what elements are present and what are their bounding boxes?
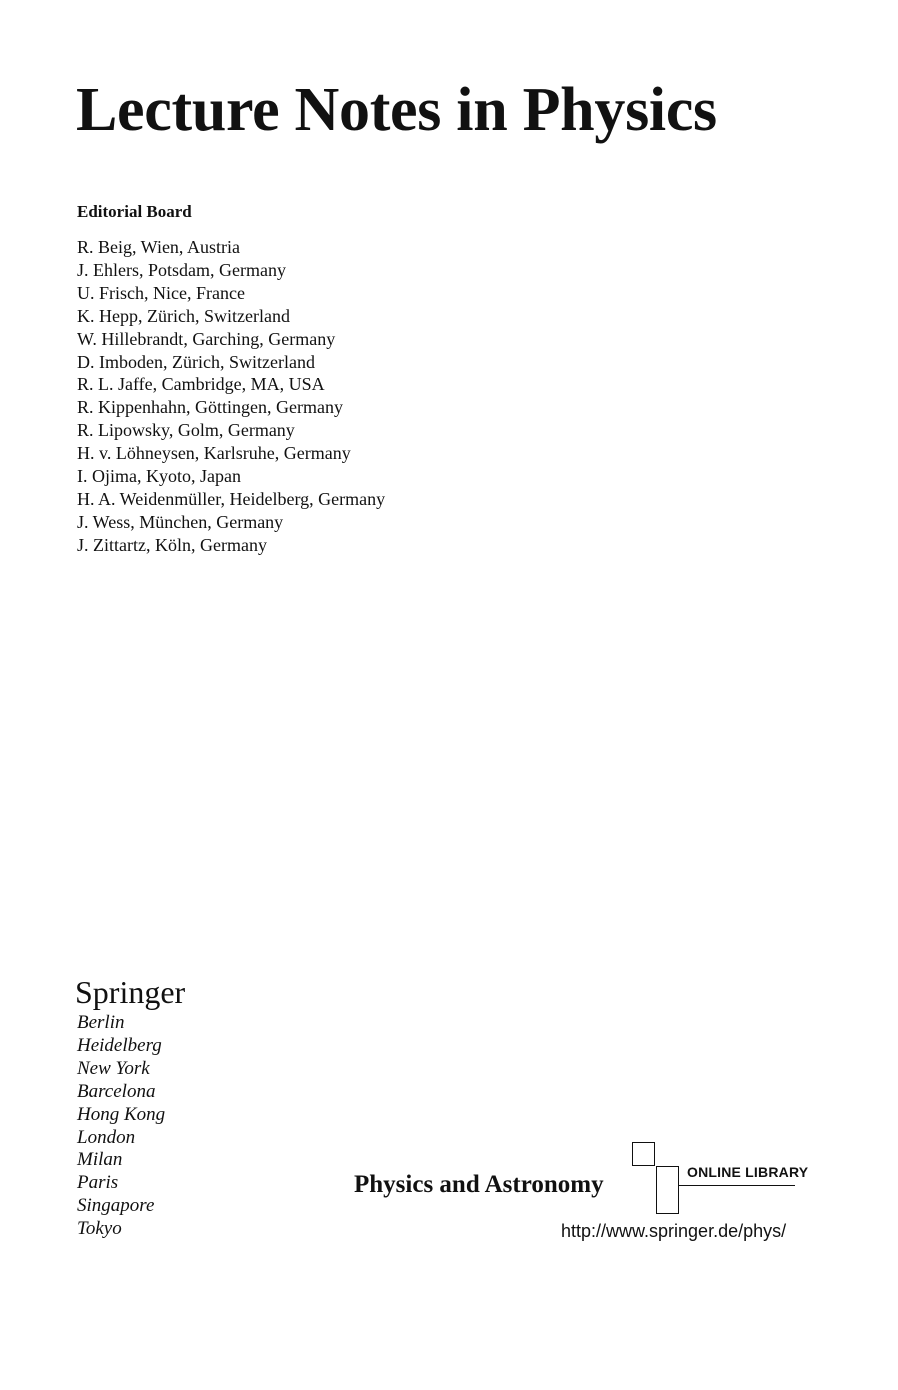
city: Hong Kong [77, 1103, 166, 1125]
series-title: Lecture Notes in Physics [76, 76, 717, 144]
physics-astronomy-label: Physics and Astronomy [354, 1171, 604, 1198]
online-library-url[interactable]: http://www.springer.de/phys/ [561, 1221, 787, 1241]
city: Paris [77, 1172, 119, 1194]
board-member: D. Imboden, Zürich, Switzerland [77, 351, 315, 372]
city: Tokyo [77, 1218, 122, 1240]
publisher-cities [77, 1012, 165, 1241]
board-member: I. Ojima, Kyoto, Japan [77, 466, 241, 487]
board-member: W. Hillebrandt, Garching, Germany [77, 328, 336, 349]
board-member: H. v. Löhneysen, Karlsruhe, Germany [77, 443, 351, 464]
logo-square-bottom [656, 1166, 679, 1214]
editorial-board-list [77, 236, 385, 557]
online-library-badge: ONLINE LIBRARY [687, 1164, 809, 1180]
editorial-board-heading: Editorial Board [77, 202, 192, 221]
city: London [77, 1126, 136, 1148]
logo-rule [679, 1185, 795, 1186]
board-member: J. Zittartz, Köln, Germany [77, 534, 267, 555]
board-member: R. Kippenhahn, Göttingen, Germany [77, 397, 343, 418]
online-library-promo [340, 1140, 810, 1250]
board-member: J. Ehlers, Potsdam, Germany [77, 259, 286, 280]
board-member: H. A. Weidenmüller, Heidelberg, Germany [77, 488, 386, 509]
board-member: J. Wess, München, Germany [77, 511, 284, 532]
board-member: R. L. Jaffe, Cambridge, MA, USA [77, 374, 325, 395]
board-member: K. Hepp, Zürich, Switzerland [77, 305, 290, 326]
city: Milan [77, 1149, 123, 1171]
board-member: R. Lipowsky, Golm, Germany [77, 420, 295, 441]
logo-square-top [632, 1142, 655, 1166]
city: Heidelberg [77, 1034, 162, 1056]
city: Barcelona [77, 1080, 156, 1102]
city: Berlin [77, 1012, 125, 1033]
publisher-name: Springer [75, 974, 186, 1010]
city: Singapore [77, 1195, 155, 1217]
city: New York [77, 1057, 150, 1079]
board-member: R. Beig, Wien, Austria [77, 237, 240, 257]
board-member: U. Frisch, Nice, France [77, 282, 245, 303]
